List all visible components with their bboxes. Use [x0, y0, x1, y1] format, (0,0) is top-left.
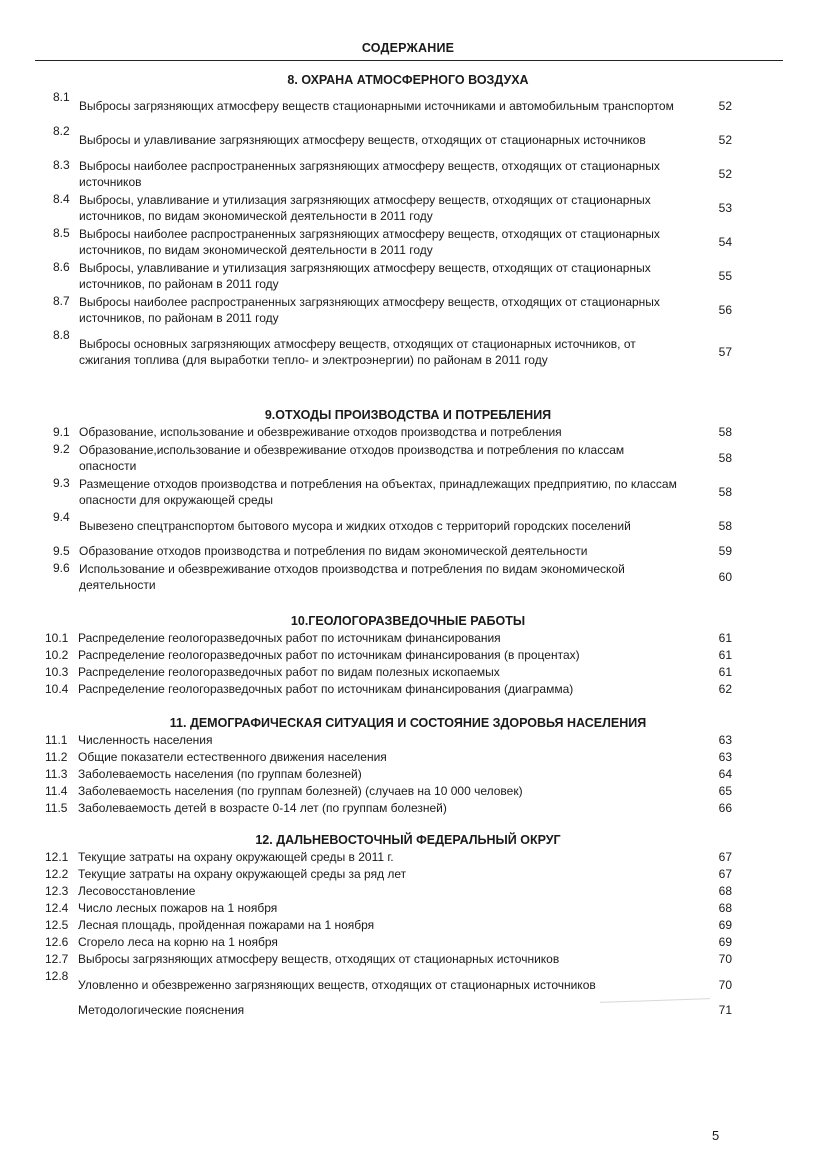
entry-page: 55 — [718, 268, 732, 283]
entry-number: 9.5 — [53, 544, 70, 558]
entry-title: Методологические пояснения — [78, 1003, 245, 1018]
entry-title: Образование отходов производства и потребления по видам экономической деятельности — [79, 544, 588, 559]
entry-number: 10.4 — [45, 682, 69, 696]
entry-title: Образование,использование и обезвреживание отходов производства и потребления по классам опасности — [79, 442, 625, 473]
entry-page: 67 — [718, 850, 732, 864]
entry-page: 70 — [718, 952, 732, 966]
toc-entry[interactable] — [0, 441, 816, 475]
entry-number: 9.4 — [53, 510, 70, 524]
entry-page: 66 — [718, 801, 732, 815]
entry-number: 9.3 — [53, 476, 70, 490]
entry-title: Использование и обезвреживание отходов производства и потребления по видам экономической деятельности — [79, 561, 625, 592]
toc-entry[interactable] — [0, 157, 816, 191]
toc-entry[interactable] — [0, 191, 816, 225]
entry-number: 11.3 — [45, 767, 68, 781]
toc-entry[interactable] — [0, 681, 816, 698]
entry-number: 8.6 — [53, 260, 70, 274]
entry-page: 52 — [718, 166, 732, 181]
entry-number: 8.3 — [53, 158, 70, 172]
entry-page: 62 — [718, 682, 732, 696]
entry-page: 68 — [718, 901, 732, 915]
section-heading: 8. ОХРАНА АТМОСФЕРНОГО ВОЗДУХА — [287, 73, 529, 87]
section-heading: 10.ГЕОЛОГОРАЗВЕДОЧНЫЕ РАБОТЫ — [290, 614, 526, 628]
entry-title: Выбросы загрязняющих атмосферу веществ, отходящих от стационарных источников — [78, 952, 560, 967]
entry-title: Лесная площадь, пройденная пожарами на 1 ноября — [78, 918, 375, 933]
entry-page: 53 — [718, 200, 732, 215]
toc-section-10 — [0, 613, 816, 698]
entry-page: 58 — [718, 518, 732, 533]
entry-title: Распределение геологоразведочных работ по видам полезных ископаемых — [78, 665, 500, 680]
entry-page: 69 — [718, 918, 732, 932]
entry-title: Выбросы наиболее распространенных загрязняющих атмосферу веществ, отходящих от стационарных источников, по районам в 2011 году — [79, 294, 660, 325]
entry-page: 69 — [718, 935, 732, 949]
entry-page: 58 — [718, 425, 732, 439]
section-heading: 9.ОТХОДЫ ПРОИЗВОДСТВА И ПОТРЕБЛЕНИЯ — [264, 408, 552, 422]
toc-section-8 — [0, 72, 816, 377]
entry-number: 9.2 — [53, 442, 70, 456]
section-heading: 11. ДЕМОГРАФИЧЕСКАЯ СИТУАЦИЯ И СОСТОЯНИЕ ЗДОРОВЬЯ НАСЕЛЕНИЯ — [169, 716, 647, 730]
page-number: 5 — [712, 1128, 720, 1143]
entry-page: 61 — [718, 631, 732, 645]
entry-number: 11.4 — [45, 784, 68, 798]
entry-title: Образование, использование и обезвреживание отходов производства и потребления — [79, 425, 562, 440]
toc-entry[interactable] — [0, 424, 816, 441]
entry-title: Размещение отходов производства и потребления на объектах, принадлежащих предприятию, по классам опасности для окружающей среды — [79, 476, 677, 507]
toc-entry[interactable] — [0, 968, 816, 1002]
entry-number: 12.6 — [45, 935, 69, 949]
entry-title: Общие показатели естественного движения населения — [78, 750, 387, 765]
entry-title: Вывезено спецтранспортом бытового мусора и жидких отходов с территорий городских поселений — [79, 518, 631, 533]
entry-page: 54 — [718, 234, 732, 249]
toc-entry[interactable] — [0, 327, 816, 377]
entry-title: Распределение геологоразведочных работ по источникам финансирования (диаграмма) — [78, 682, 574, 697]
entry-title: Заболеваемость детей в возрасте 0-14 лет (по группам болезней) — [78, 801, 447, 816]
toc-entry[interactable] — [0, 560, 816, 594]
entry-title: Выбросы и улавливание загрязняющих атмосферу веществ, отходящих от стационарных источников — [79, 132, 646, 147]
entry-number: 12.2 — [45, 867, 69, 881]
entry-title: Распределение геологоразведочных работ по источникам финансирования — [78, 631, 501, 646]
toc-entry[interactable] — [0, 917, 816, 934]
entry-number: 8.5 — [53, 226, 70, 240]
entry-number: 11.2 — [45, 750, 68, 764]
entry-number: 8.4 — [53, 192, 70, 206]
entry-number: 9.6 — [53, 561, 70, 575]
toc-entry[interactable] — [0, 664, 816, 681]
entry-number: 8.2 — [53, 124, 70, 138]
toc-section-11 — [0, 715, 816, 817]
toc-entry[interactable] — [0, 543, 816, 560]
entry-number: 9.1 — [53, 425, 70, 439]
section-heading: 12. ДАЛЬНЕВОСТОЧНЫЙ ФЕДЕРАЛЬНЫЙ ОКРУГ — [255, 833, 561, 847]
toc-entry[interactable] — [0, 783, 816, 800]
entry-number: 12.4 — [45, 901, 69, 915]
entry-number: 12.8 — [45, 969, 69, 983]
toc-section-9 — [0, 407, 816, 594]
entry-number: 10.1 — [45, 631, 69, 645]
entry-number: 12.1 — [45, 850, 69, 864]
entry-number: 11.5 — [45, 801, 68, 815]
entry-title: Заболеваемость населения (по группам болезней) (случаев на 10 000 человек) — [78, 784, 523, 799]
entry-page: 58 — [718, 450, 732, 465]
entry-page: 68 — [718, 884, 732, 898]
toc-entry[interactable] — [0, 225, 816, 259]
entry-page: 52 — [718, 98, 732, 113]
toc-entry[interactable] — [0, 866, 816, 883]
entry-number: 10.3 — [45, 665, 69, 679]
entry-number: 10.2 — [45, 648, 69, 662]
entry-page: 67 — [718, 867, 732, 881]
entry-page: 56 — [718, 302, 732, 317]
entry-title: Распределение геологоразведочных работ по источникам финансирования (в процентах) — [78, 648, 580, 663]
entry-title: Текущие затраты на охрану окружающей среды за ряд лет — [78, 867, 407, 882]
entry-page: 61 — [718, 665, 732, 679]
entry-number: 8.8 — [53, 328, 70, 342]
entry-title: Выбросы, улавливание и утилизация загрязняющих атмосферу веществ, отходящих от стационарных источников, по районам в 2011 году — [79, 260, 651, 291]
entry-number: 11.1 — [45, 733, 68, 747]
entry-page: 70 — [718, 977, 732, 992]
entry-title: Сгорело леса на корню на 1 ноября — [78, 935, 278, 950]
entry-title: Число лесных пожаров на 1 ноября — [78, 901, 278, 916]
entry-page: 65 — [718, 784, 732, 798]
entry-title: Текущие затраты на охрану окружающей среды в 2011 г. — [78, 850, 394, 865]
entry-page: 63 — [718, 733, 732, 747]
entry-title: Выбросы наиболее распространенных загрязняющих атмосферу веществ, отходящих от стационарных источников — [79, 158, 660, 189]
entry-number: 8.7 — [53, 294, 70, 308]
entry-number: 12.5 — [45, 918, 69, 932]
entry-page: 60 — [718, 569, 732, 584]
toc-section-12 — [0, 832, 816, 1019]
toc-entry[interactable] — [0, 123, 816, 157]
entry-number: 12.7 — [45, 952, 69, 966]
toc-entry[interactable] — [0, 766, 816, 783]
toc-entry[interactable] — [0, 647, 816, 664]
toc-entry[interactable] — [0, 800, 816, 817]
toc-entry[interactable] — [0, 509, 816, 543]
entry-page: 57 — [718, 344, 732, 359]
entry-page: 58 — [718, 484, 732, 499]
toc-entry-methodology[interactable] — [0, 1002, 816, 1019]
toc-entry[interactable] — [0, 900, 816, 917]
entry-number: 8.1 — [53, 90, 70, 104]
toc-entry[interactable] — [0, 883, 816, 900]
entry-title: Выбросы наиболее распространенных загрязняющих атмосферу веществ, отходящих от стационарных источников, по видам экономической деятельности в 2011 году — [79, 226, 660, 257]
entry-number: 12.3 — [45, 884, 69, 898]
toc-entry[interactable] — [0, 259, 816, 293]
entry-page: 61 — [718, 648, 732, 662]
title-divider — [35, 60, 783, 61]
toc-entry[interactable] — [0, 89, 816, 123]
toc-entry[interactable] — [0, 475, 816, 509]
entry-title: Уловленно и обезвреженно загрязняющих веществ, отходящих от стационарных источников — [78, 977, 596, 992]
entry-title: Выбросы основных загрязняющих атмосферу веществ, отходящих от стационарных источников, от сжигания топлива (для выработки тепло- и электроэнергии) по районам в 2011 году — [79, 336, 636, 367]
entry-page: 59 — [718, 544, 732, 558]
entry-title: Выбросы, улавливание и утилизация загрязняющих атмосферу веществ, отходящих от стационарных источников, по видам экономической деятельности в 2011 году — [79, 192, 651, 223]
toc-entry[interactable] — [0, 732, 816, 749]
entry-page: 63 — [718, 750, 732, 764]
entry-page: 71 — [718, 1003, 732, 1017]
page-title: СОДЕРЖАНИЕ — [361, 41, 455, 55]
entry-title: Заболеваемость населения (по группам болезней) — [78, 767, 362, 782]
toc-entry[interactable] — [0, 934, 816, 951]
toc-entry[interactable] — [0, 749, 816, 766]
toc-entry[interactable] — [0, 849, 816, 866]
toc-entry[interactable] — [0, 951, 816, 968]
entry-title: Выбросы загрязняющих атмосферу веществ стационарными источниками и автомобильным транспортом — [79, 98, 674, 113]
toc-entry[interactable] — [0, 293, 816, 327]
entry-title: Численность населения — [78, 733, 213, 748]
entry-page: 52 — [718, 132, 732, 147]
entry-page: 64 — [718, 767, 732, 781]
toc-entry[interactable] — [0, 630, 816, 647]
entry-title: Лесовосстановление — [78, 884, 196, 899]
